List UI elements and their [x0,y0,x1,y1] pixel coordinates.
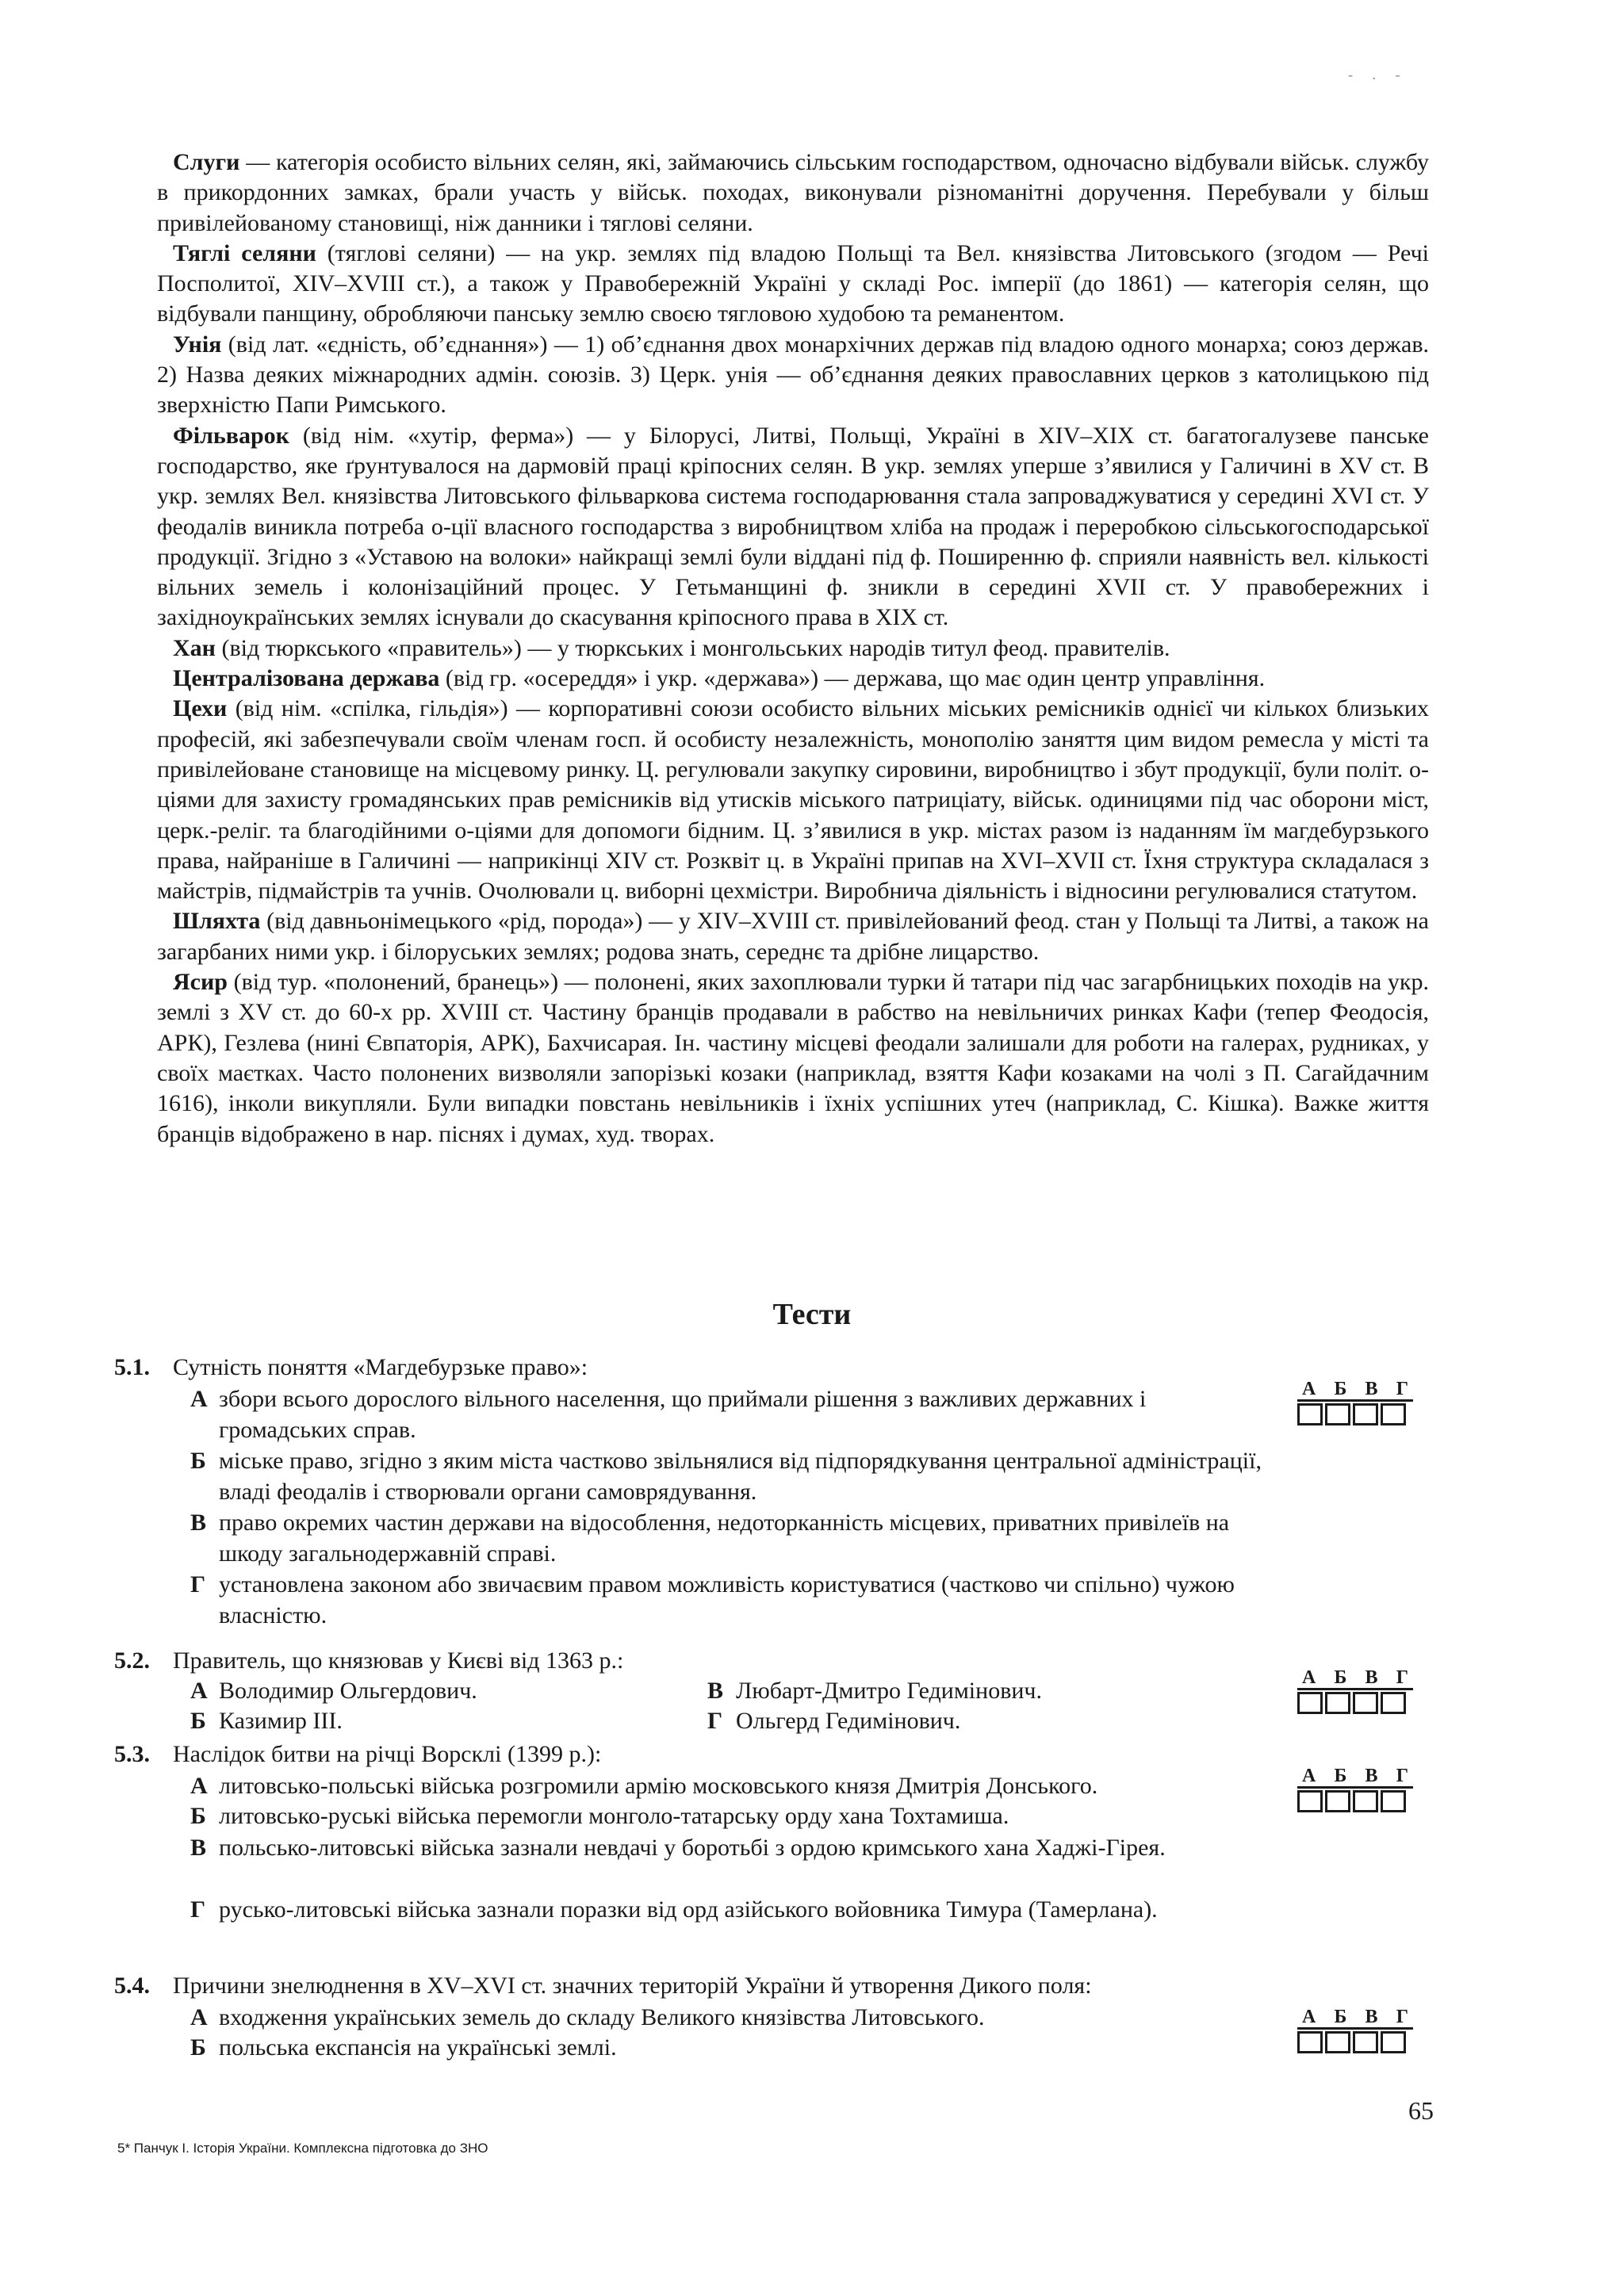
answer-checkbox-b[interactable] [1325,1692,1350,1714]
question-stem [114,1971,1092,2001]
answer-letter: Г [1396,2007,1408,2027]
option-text: польська експансія на українські землі. [219,2034,617,2061]
tests-heading: Тести [772,1298,852,1331]
glossary [157,147,1429,1150]
footer-note: 5* Панчук І. Історія України. Комплексна підготовка до ЗНО [117,2141,488,2156]
option-text: входження українських земель до складу Великого князівства Литовського. [219,2004,985,2030]
answer-letter: Б [1334,1667,1347,1688]
answer-letter: В [1365,1379,1378,1399]
option-letter: А [190,1678,208,1704]
option-letter: Б [190,1803,206,1829]
answer-checkbox-g[interactable] [1381,1790,1406,1812]
option-text: установлена законом або звичаєвим правом можливість користуватися (частково чи спільно) чужою власністю. [219,1571,1235,1628]
answer-option [190,1895,1274,1926]
question-number: 5.1. [114,1354,150,1380]
answer-option [190,1676,477,1706]
glossary-term: Хан [173,634,216,661]
glossary-entry [157,967,1429,1150]
glossary-term: Фільварок [173,422,289,449]
option-letter: Г [190,1896,206,1923]
answer-option [190,1384,1274,1445]
answer-letter: Г [1396,1379,1408,1399]
option-letter: В [190,1510,207,1536]
answer-letter: А [1302,1667,1316,1688]
answer-grid [1297,2007,1416,2053]
answer-letter: В [1365,1667,1378,1688]
answer-grid-rule [1297,1688,1413,1690]
glossary-definition: (від лат. «єдність, об’єднання») — 1) об’єднання двох монархічних держав під владою одного монарха; союз держав. 2) Назва деяких міжнародних адмін. союзів. 3) Церк. унія — об’єднання деяких православних церков з католицькою під зверхністю Папи Римського. [157,331,1429,419]
glossary-term: Цехи [173,695,228,722]
answer-option [190,2003,1274,2034]
answer-grid-rule [1297,2027,1413,2030]
answer-letter: Г [1396,1766,1408,1786]
answer-option [190,1706,343,1736]
answer-grid-rule [1297,1786,1413,1789]
corner-marks: - . - [1348,67,1408,82]
answer-letter: Б [1334,1766,1347,1786]
answer-letter: В [1365,2007,1378,2027]
glossary-entry [157,906,1429,967]
answer-letter: А [1302,1379,1316,1399]
answer-option [190,2033,1274,2064]
glossary-definition: (від нім. «спілка, гільдія») — корпоративні союзи особисто вільних міських ремісників однієї чи кількох близьких професій, які забезпечували своїм членам госп. й особисту незалежність, монополію заняття цим видом ремесла у місті та привілейоване становище на місцевому ринку. Ц. регулювали закупку сировини, виробництво і збут продукції, були політ. о-ціями для захисту громадянських прав ремісників від утисків міського патриціату, військ. одиницями під час оборони міст, церк.-реліг. та благодійними о-ціями для допомоги бідним. Ц. з’явилися в укр. містах разом із наданням їм магдебурзького права, найраніше в Галичині — наприкінці XIV ст. Розквіт ц. в Україні припав на XVI–XVII ст. Їхня структура складалася з майстрів, підмайстрів та учнів. Очолювали ц. виборні цехмістри. Виробнича діяльність і відносини регулювалися статутом. [157,695,1429,905]
question-text: Причини знелюднення в XV–XVI ст. значних територій України й утворення Дикого поля: [173,1973,1092,1999]
option-text: литовсько-польські війська розгромили армію московського князя Дмитрія Донського. [219,1773,1098,1799]
answer-checkbox-v[interactable] [1353,1692,1378,1714]
answer-cells [1297,1692,1416,1714]
answer-grid-letters [1297,2007,1413,2026]
option-letter: В [707,1678,724,1704]
answer-letter: Б [1334,2007,1347,2027]
glossary-entry [157,239,1429,330]
answer-option [190,1771,1274,1802]
option-letter: Б [190,1448,206,1474]
glossary-entry [157,421,1429,633]
answer-option [190,1446,1274,1507]
option-letter: Г [707,1708,723,1734]
option-text: Ольгерд Гедимінович. [736,1708,961,1734]
option-text: Володимир Ольгердович. [219,1678,477,1704]
glossary-entry [157,664,1429,694]
answer-checkbox-v[interactable] [1353,1403,1378,1425]
option-text: збори всього дорослого вільного населення, що приймали рішення з важливих державних і громадських справ. [219,1386,1147,1443]
option-letter: Г [190,1571,206,1598]
answer-option [707,1706,960,1736]
glossary-entry [157,694,1429,906]
answer-letter: А [1302,2007,1316,2027]
answer-grid [1297,1766,1416,1812]
glossary-definition: (від нім. «хутір, ферма») — у Білорусі, Литві, Польщі, Україні в XIV–XIX ст. багатогалузеве панське господарство, яке ґрунтувалося на дармовій праці кріпосних селян. В укр. землях уперше з’явилися у Галичині в XV ст. В укр. землях Вел. князівства Литовського фільваркова система господарювання стала запроваджуватися у середині XVI ст. У феодалів виникла потреба о-ції власного господарства з виробництвом хліба на продаж і переробкою сільськогосподарської продукції. Згідно з «Уставою на волоки» найкращі землі були віддані під ф. Поширенню ф. сприяли наявність вел. кількості вільних земель і колонізаційний процес. У Гетьманщині ф. зникли в середині XVII ст. У правобережних і західноукраїнських землях існували до скасування кріпосного права в XIX ст. [157,422,1429,631]
question-stem [114,1646,623,1676]
question-text: Правитель, що князював у Києві від 1363 р.: [173,1647,624,1674]
answer-checkbox-a[interactable] [1297,1692,1323,1714]
answer-grid [1297,1380,1416,1425]
option-text: міське право, згідно з яким міста частково звільнялися від підпорядкування центральної адміністрації, владі феодалів і створювали органи самоврядування. [219,1448,1262,1505]
answer-checkbox-g[interactable] [1381,2031,1406,2053]
option-letter: А [190,1773,208,1799]
answer-checkbox-g[interactable] [1381,1403,1406,1425]
answer-checkbox-g[interactable] [1381,1692,1406,1714]
question-text: Сутність поняття «Магдебурзьке право»: [173,1354,588,1380]
answer-checkbox-a[interactable] [1297,1790,1323,1812]
answer-grid-letters [1297,1380,1413,1399]
glossary-definition: (тяглові селяни) — на укр. землях під владою Польщі та Вел. князівства Литовського (згодом — Речі Посполитої, XIV–XVIII ст.), а також у Правобережній Україні у складі Рос. імперії (до 1861) — категорія селян, що відбували панщину, обробляючи панську землю своєю тягловою худобою та реманентом. [157,239,1429,327]
glossary-definition: (від гр. «осереддя» і укр. «держава») — держава, що має один центр управління. [439,665,1266,692]
answer-cells [1297,2031,1416,2053]
option-text: право окремих частин держави на відособлення, недоторканність місцевих, приватних привілеїв на шкоду загальнодержавній справі. [219,1510,1230,1567]
answer-checkbox-v[interactable] [1353,1790,1378,1812]
option-letter: А [190,1386,208,1412]
glossary-entry [157,330,1429,421]
option-text: польсько-литовські війська зазнали невдачі у боротьбі з ордою кримського хана Хаджі-Гірея. [219,1835,1166,1861]
option-letter: А [190,2004,208,2030]
glossary-definition: (від давньонімецького «рід, порода») — у XIV–XVIII ст. привілейований феод. стан у Польщі та Литві, а також на загарбаних ними укр. і білоруських землях; родова знать, середнє та дрібне лицарство. [157,908,1429,965]
answer-checkbox-b[interactable] [1325,2031,1350,2053]
answer-option [190,1508,1274,1569]
answer-letter: Г [1396,1667,1408,1688]
answer-grid-letters [1297,1766,1413,1785]
answer-checkbox-v[interactable] [1353,2031,1378,2053]
answer-grid-rule [1297,1399,1413,1402]
glossary-entry [157,147,1429,239]
glossary-term: Шляхта [173,908,261,935]
option-letter: В [190,1835,207,1861]
answer-cells [1297,1790,1416,1812]
page-number: 65 [1408,2096,1434,2125]
answer-checkbox-b[interactable] [1325,1790,1350,1812]
answer-option [190,1801,1274,1832]
answer-option [190,1570,1274,1631]
glossary-term: Централізована держава [173,665,440,692]
answer-letter: В [1365,1766,1378,1786]
question-stem [114,1739,601,1770]
option-text: Любарт-Дмитро Гедимінович. [736,1678,1043,1704]
question-number: 5.2. [114,1647,150,1674]
question-stem [114,1353,588,1383]
question-text: Наслідок битви на річці Ворсклі (1399 р.): [173,1741,602,1767]
answer-letter: Б [1334,1379,1347,1399]
glossary-definition: — категорія особисто вільних селян, які, займаючись сільським господарством, одночасно відбували військ. службу в прикордонних замках, брали участь у військ. походах, виконували різноманітні доручення. Перебували у більш привілейованому становищі, ніж данники і тяглові селяни. [157,149,1429,236]
answer-grid [1297,1668,1416,1714]
answer-grid-letters [1297,1668,1413,1687]
answer-checkbox-b[interactable] [1325,1403,1350,1425]
question-number: 5.4. [114,1973,150,1999]
glossary-term: Унія [173,331,222,358]
answer-checkbox-a[interactable] [1297,2031,1323,2053]
glossary-term: Слуги [173,149,240,175]
answer-letter: А [1302,1766,1316,1786]
glossary-definition: (від тур. «полонений, бранець») — полонені, яких захоплювали турки й татари під час загарбницьких походів на укр. землі з XV ст. до 60-х рр. XVIII ст. Частину бранців продавали в рабство на невільничих ринках Кафи (тепер Феодосія, АРК), Гезлева (нині Євпаторія, АРК), Бахчисарая. Ін. частину місцеві феодали залишали для роботи на галерах, рудниках, у своїх маєтках. Часто полонених визволяли запорізькі козаки (наприклад, взяття Кафи козаками на чолі з П. Сагайдачним 1616), інколи викупляли. Були випадки повстань невільників і їхніх успішних утеч (наприклад, С. Кішка). Важке життя бранців відображено в нар. піснях і думах, худ. творах. [157,969,1429,1147]
option-letter: Б [190,1708,206,1734]
answer-checkbox-a[interactable] [1297,1403,1323,1425]
glossary-entry [157,633,1429,664]
answer-option [190,1833,1274,1864]
glossary-term: Ясир [173,969,228,996]
answer-option [707,1676,1042,1706]
option-letter: Б [190,2034,206,2061]
glossary-definition: (від тюркського «правитель») — у тюркських і монгольських народів титул феод. правителів. [215,634,1170,661]
option-text: Казимир ІІІ. [219,1708,343,1734]
question-number: 5.3. [114,1741,150,1767]
option-text: русько-литовські війська зазнали поразки від орд азійського войовника Тимура (Тамерлана). [219,1896,1158,1923]
glossary-term: Тяглі селяни [173,239,316,266]
answer-cells [1297,1403,1416,1425]
option-text: литовсько-руські війська перемогли монголо-татарську орду хана Тохтамиша. [219,1803,1009,1829]
